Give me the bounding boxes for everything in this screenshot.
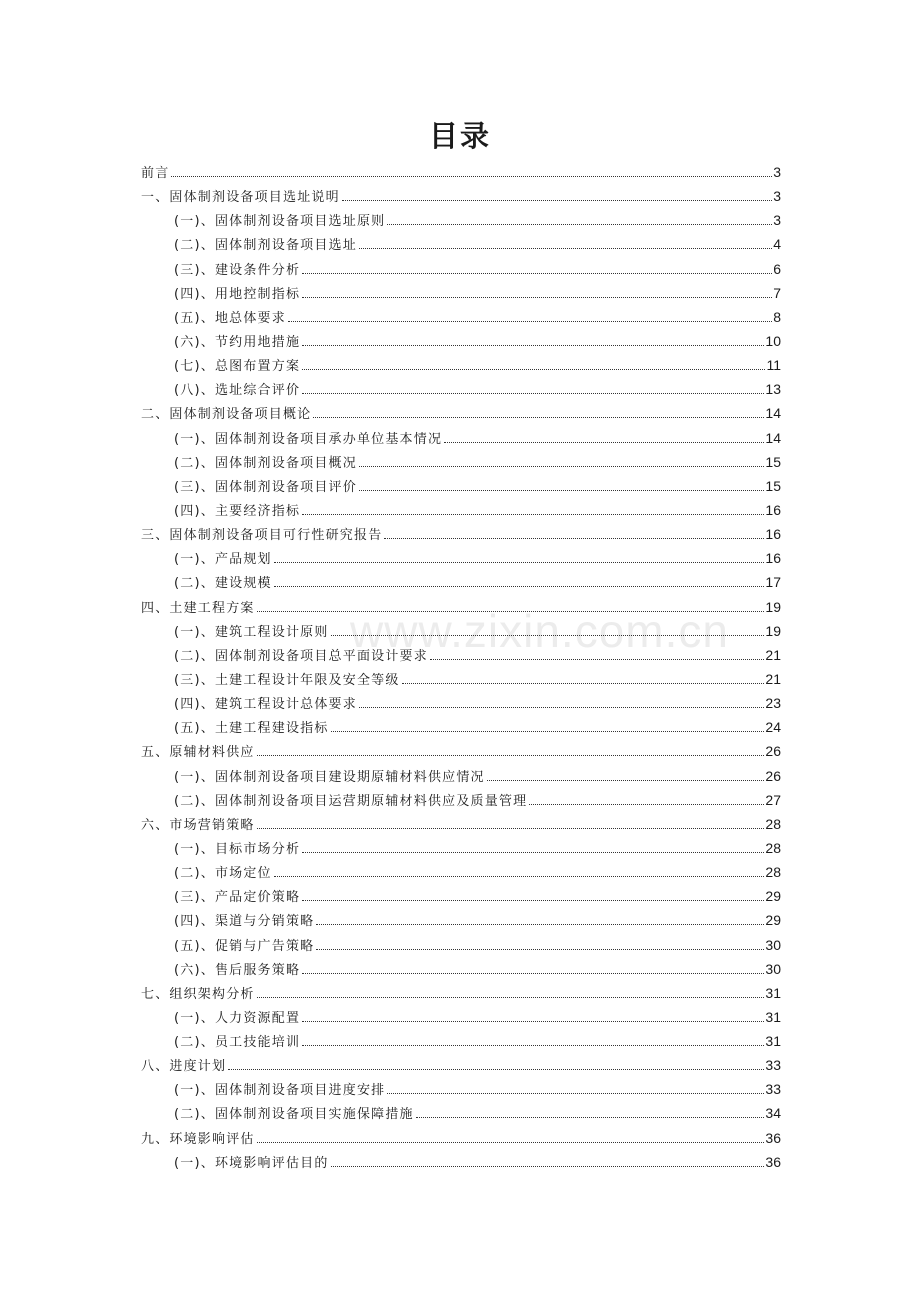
dot-leader xyxy=(316,924,764,925)
toc-entry-label: (一)、人力资源配置 xyxy=(174,1010,301,1026)
dot-leader xyxy=(430,659,764,660)
toc-entry-page-number: 33 xyxy=(765,1057,781,1074)
dot-leader xyxy=(387,1093,764,1094)
toc-entry[interactable] xyxy=(141,474,781,498)
dot-leader xyxy=(444,442,764,443)
dot-leader xyxy=(302,273,772,274)
toc-entry[interactable] xyxy=(141,184,781,208)
toc-entry-page-number: 15 xyxy=(765,453,781,470)
toc-entry-label: 一、固体制剂设备项目选址说明 xyxy=(141,190,340,206)
toc-entry-label: (二)、固体制剂设备项目总平面设计要求 xyxy=(174,648,428,664)
toc-entry-label: (二)、市场定位 xyxy=(174,866,272,882)
dot-leader xyxy=(274,876,765,877)
toc-entry[interactable] xyxy=(141,1150,781,1174)
toc-entry-label: (四)、用地控制指标 xyxy=(174,286,301,302)
toc-entry-label: (三)、建设条件分析 xyxy=(174,262,301,278)
toc-entry[interactable] xyxy=(141,522,781,546)
toc-entry-label: (二)、员工技能培训 xyxy=(174,1035,301,1051)
dot-leader xyxy=(359,707,764,708)
toc-entry[interactable] xyxy=(141,788,781,812)
toc-entry-label: (一)、产品规划 xyxy=(174,552,272,568)
toc-entry-label: 四、土建工程方案 xyxy=(141,600,255,616)
toc-entry[interactable] xyxy=(141,860,781,884)
toc-entry[interactable] xyxy=(141,836,781,860)
watermark: www.zixin.com.cn xyxy=(350,605,729,657)
dot-leader xyxy=(302,297,772,298)
toc-entry[interactable] xyxy=(141,1005,781,1029)
toc-entry-label: (四)、建筑工程设计总体要求 xyxy=(174,697,357,713)
toc-entry-page-number: 30 xyxy=(765,960,781,977)
toc-entry[interactable] xyxy=(141,619,781,643)
toc-entry-page-number: 3 xyxy=(773,164,781,180)
toc-entry[interactable] xyxy=(141,884,781,908)
toc-entry-page-number: 31 xyxy=(765,1033,781,1050)
toc-entry-page-number: 13 xyxy=(765,381,781,398)
dot-leader xyxy=(274,586,765,587)
dot-leader xyxy=(228,1069,764,1070)
toc-entry[interactable] xyxy=(141,1077,781,1101)
dot-leader xyxy=(387,224,772,225)
toc-entry-label: 八、进度计划 xyxy=(141,1059,227,1075)
dot-leader xyxy=(359,466,764,467)
toc-entry-page-number: 19 xyxy=(765,622,781,639)
toc-entry-page-number: 36 xyxy=(765,1153,781,1170)
toc-entry-page-number: 29 xyxy=(765,912,781,929)
toc-entry-page-number: 34 xyxy=(765,1105,781,1122)
dot-leader xyxy=(331,731,765,732)
toc-entry-label: (一)、固体制剂设备项目进度安排 xyxy=(174,1083,386,1099)
toc-entry[interactable] xyxy=(141,812,781,836)
dot-leader xyxy=(359,248,772,249)
toc-entry-label: 九、环境影响评估 xyxy=(141,1131,255,1147)
toc-entry-page-number: 8 xyxy=(773,308,781,325)
dot-leader xyxy=(416,1117,765,1118)
toc-entry-label: (三)、土建工程设计年限及安全等级 xyxy=(174,672,400,688)
dot-leader xyxy=(402,683,765,684)
dot-leader xyxy=(302,369,765,370)
dot-leader xyxy=(257,997,765,998)
toc-entry-page-number: 21 xyxy=(765,646,781,663)
toc-entry-page-number: 16 xyxy=(765,501,781,518)
toc-entry-label: (五)、促销与广告策略 xyxy=(174,938,315,954)
toc-entry[interactable] xyxy=(141,232,781,256)
toc-entry[interactable] xyxy=(141,450,781,474)
toc-entry-page-number: 23 xyxy=(765,695,781,712)
toc-entry[interactable] xyxy=(141,546,781,570)
dot-leader xyxy=(257,611,765,612)
dot-leader xyxy=(257,1142,765,1143)
toc-entry[interactable] xyxy=(141,1126,781,1150)
dot-leader xyxy=(302,852,764,853)
toc-entry-page-number: 15 xyxy=(765,477,781,494)
toc-entry[interactable] xyxy=(141,305,781,329)
toc-entry-page-number: 31 xyxy=(765,1008,781,1025)
toc-entry[interactable] xyxy=(141,208,781,232)
toc-entry-label: (二)、固体制剂设备项目实施保障措施 xyxy=(174,1107,414,1123)
toc-entry-page-number: 10 xyxy=(765,332,781,349)
toc-entry-label: 二、固体制剂设备项目概论 xyxy=(141,407,312,423)
dot-leader xyxy=(274,562,765,563)
toc-entry-label: (七)、总图布置方案 xyxy=(174,359,301,375)
toc-entry[interactable] xyxy=(141,764,781,788)
dot-leader xyxy=(288,321,772,322)
dot-leader xyxy=(342,200,772,201)
toc-entry-page-number: 21 xyxy=(765,670,781,687)
toc-entry[interactable] xyxy=(141,715,781,739)
toc-entry-page-number: 36 xyxy=(765,1129,781,1146)
toc-entry-label: (四)、渠道与分销策略 xyxy=(174,914,315,930)
dot-leader xyxy=(302,345,764,346)
toc-entry-label: (二)、固体制剂设备项目概况 xyxy=(174,455,357,471)
toc-entry-page-number: 27 xyxy=(765,791,781,808)
toc-entry-label: 三、固体制剂设备项目可行性研究报告 xyxy=(141,528,383,544)
toc-entry-label: (五)、地总体要求 xyxy=(174,310,286,326)
toc-entry-label: (三)、固体制剂设备项目评价 xyxy=(174,479,357,495)
dot-leader xyxy=(316,949,764,950)
toc-entry-page-number: 7 xyxy=(773,284,781,301)
toc-entry-label: (八)、选址综合评价 xyxy=(174,383,301,399)
dot-leader xyxy=(302,1045,764,1046)
dot-leader xyxy=(302,973,764,974)
dot-leader xyxy=(257,755,765,756)
toc-entry[interactable] xyxy=(141,595,781,619)
toc-entry-label: 七、组织架构分析 xyxy=(141,986,255,1002)
toc-entry[interactable] xyxy=(141,667,781,691)
toc-entry[interactable] xyxy=(141,329,781,353)
toc-entry-page-number: 28 xyxy=(765,839,781,856)
toc-entry-label: (二)、固体制剂设备项目运营期原辅材料供应及质量管理 xyxy=(174,793,528,809)
toc-entry-page-number: 14 xyxy=(765,429,781,446)
toc-entry-page-number: 17 xyxy=(765,574,781,591)
toc-entry[interactable] xyxy=(141,498,781,522)
toc-entry-label: (二)、建设规模 xyxy=(174,576,272,592)
dot-leader xyxy=(359,490,764,491)
toc-entry[interactable] xyxy=(141,1053,781,1077)
dot-leader xyxy=(302,514,764,515)
toc-entry-page-number: 31 xyxy=(765,984,781,1001)
toc-entry[interactable] xyxy=(141,739,781,763)
toc-entry[interactable] xyxy=(141,281,781,305)
toc-entry[interactable] xyxy=(141,160,781,184)
toc-entry-label: (一)、建筑工程设计原则 xyxy=(174,624,329,640)
dot-leader xyxy=(257,828,765,829)
dot-leader xyxy=(313,417,764,418)
toc-entry-page-number: 26 xyxy=(765,767,781,784)
toc-entry-label: (一)、环境影响评估目的 xyxy=(174,1155,329,1171)
toc-entry[interactable] xyxy=(141,933,781,957)
table-of-contents xyxy=(141,160,781,1174)
toc-entry-page-number: 3 xyxy=(773,212,781,229)
toc-entry[interactable] xyxy=(141,957,781,981)
toc-entry-label: (一)、固体制剂设备项目承办单位基本情况 xyxy=(174,431,443,447)
dot-leader xyxy=(331,1166,765,1167)
toc-entry-page-number: 19 xyxy=(765,598,781,615)
toc-entry-label: (二)、固体制剂设备项目选址 xyxy=(174,238,357,254)
toc-entry-label: 前言 xyxy=(141,166,170,181)
toc-entry-label: (三)、产品定价策略 xyxy=(174,890,301,906)
toc-entry-page-number: 30 xyxy=(765,936,781,953)
toc-entry[interactable] xyxy=(141,1029,781,1053)
dot-leader xyxy=(302,900,764,901)
toc-entry[interactable] xyxy=(141,377,781,401)
toc-entry-label: (六)、节约用地措施 xyxy=(174,334,301,350)
toc-entry-page-number: 29 xyxy=(765,888,781,905)
dot-leader xyxy=(529,804,764,805)
toc-entry-page-number: 3 xyxy=(773,188,781,205)
toc-entry-page-number: 28 xyxy=(765,815,781,832)
toc-entry[interactable] xyxy=(141,691,781,715)
dot-leader xyxy=(331,635,765,636)
toc-entry-label: 六、市场营销策略 xyxy=(141,817,255,833)
toc-entry[interactable] xyxy=(141,401,781,425)
toc-entry-page-number: 24 xyxy=(765,719,781,736)
toc-entry[interactable] xyxy=(141,643,781,667)
toc-entry-page-number: 16 xyxy=(765,526,781,543)
toc-entry-label: (一)、目标市场分析 xyxy=(174,841,301,857)
toc-entry-page-number: 4 xyxy=(773,236,781,253)
toc-entry-label: (六)、售后服务策略 xyxy=(174,962,301,978)
toc-entry-label: 五、原辅材料供应 xyxy=(141,745,255,761)
toc-entry[interactable] xyxy=(141,353,781,377)
toc-entry-label: (五)、土建工程建设指标 xyxy=(174,721,329,737)
toc-entry-page-number: 11 xyxy=(766,357,781,374)
dot-leader xyxy=(302,1021,764,1022)
toc-entry-page-number: 16 xyxy=(765,550,781,567)
toc-entry[interactable] xyxy=(141,570,781,594)
toc-entry[interactable] xyxy=(141,426,781,450)
toc-entry[interactable] xyxy=(141,981,781,1005)
dot-leader xyxy=(302,393,764,394)
toc-entry[interactable] xyxy=(141,1101,781,1125)
toc-entry-page-number: 6 xyxy=(773,260,781,277)
toc-entry[interactable] xyxy=(141,257,781,281)
page-title: 目录 xyxy=(428,119,491,153)
toc-entry-page-number: 14 xyxy=(765,405,781,422)
toc-entry-label: (一)、固体制剂设备项目选址原则 xyxy=(174,214,386,230)
toc-entry-page-number: 33 xyxy=(765,1081,781,1098)
toc-entry-label: (四)、主要经济指标 xyxy=(174,503,301,519)
toc-entry-page-number: 28 xyxy=(765,864,781,881)
dot-leader xyxy=(384,538,764,539)
toc-entry-page-number: 26 xyxy=(765,743,781,760)
dot-leader xyxy=(171,176,772,177)
toc-entry[interactable] xyxy=(141,908,781,932)
dot-leader xyxy=(487,780,765,781)
toc-entry-label: (一)、固体制剂设备项目建设期原辅材料供应情况 xyxy=(174,769,485,785)
